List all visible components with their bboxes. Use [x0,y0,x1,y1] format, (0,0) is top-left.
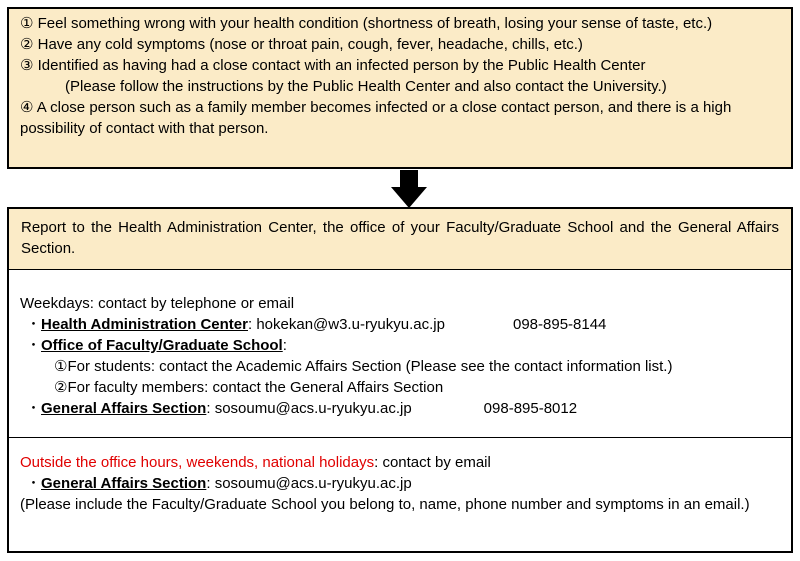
weekdays-section [9,270,791,438]
health-center-name: Health Administration Center [41,316,248,333]
bullet: ・ [26,316,42,333]
faculty-office-name: Office of Faculty/Graduate School [41,337,283,354]
after-hours-note: (Please include the Faculty/Graduate School you belong to, name, phone number and symptoms in an email.) [20,496,750,513]
faculty-office-line [20,335,781,356]
general-affairs-phone: 098-895-8012 [483,400,578,417]
bullet: ・ [26,475,42,492]
general-affairs-line [20,398,781,419]
faculty-office-suffix: : [282,337,287,354]
after-hours-general-affairs-name: General Affairs Section [41,475,207,492]
after-hours-section [9,438,791,515]
after-hours-general-affairs-line [20,473,781,494]
report-instruction: Report to the Health Administration Center, the office of your Faculty/Graduate School and the General Affairs Section. [21,219,779,257]
general-affairs-email: : sosoumu@acs.u-ryukyu.ac.jp [206,400,412,417]
condition-item-3: ③ Identified as having had a close contact with an infected person by the Public Health Center [20,57,646,74]
after-hours-suffix: : contact by email [374,454,491,471]
condition-item-2: ② Have any cold symptoms (nose or throat pain, cough, fever, headache, chills, etc.) [20,36,583,53]
report-box [7,207,793,553]
report-header [9,209,791,270]
faculty-office-students: ①For students: contact the Academic Affairs Section (Please see the contact information list.) [54,358,673,375]
bullet: ・ [26,400,42,417]
weekdays-intro: Weekdays: contact by telephone or email [20,295,295,312]
down-arrow-icon [391,170,427,208]
after-hours-intro [20,452,781,473]
health-center-phone: 098-895-8144 [512,316,607,333]
health-center-line [20,314,781,335]
general-affairs-name: General Affairs Section [41,400,207,417]
bullet: ・ [26,337,42,354]
after-hours-general-affairs-email: : sosoumu@acs.u-ryukyu.ac.jp [206,475,412,492]
condition-item-4: ④ A close person such as a family member becomes infected or a close contact person, and there is a high possibility of contact with that person. [20,99,732,137]
condition-item-3-note: (Please follow the instructions by the Public Health Center and also contact the University.) [65,78,667,95]
condition-item-1: ① Feel something wrong with your health condition (shortness of breath, losing your sense of taste, etc.) [20,15,713,32]
after-hours-label: Outside the office hours, weekends, national holidays [20,454,375,471]
conditions-box [7,7,793,169]
health-center-email: : hokekan@w3.u-ryukyu.ac.jp [247,316,445,333]
faculty-office-faculty: ②For faculty members: contact the General Affairs Section [54,379,444,396]
